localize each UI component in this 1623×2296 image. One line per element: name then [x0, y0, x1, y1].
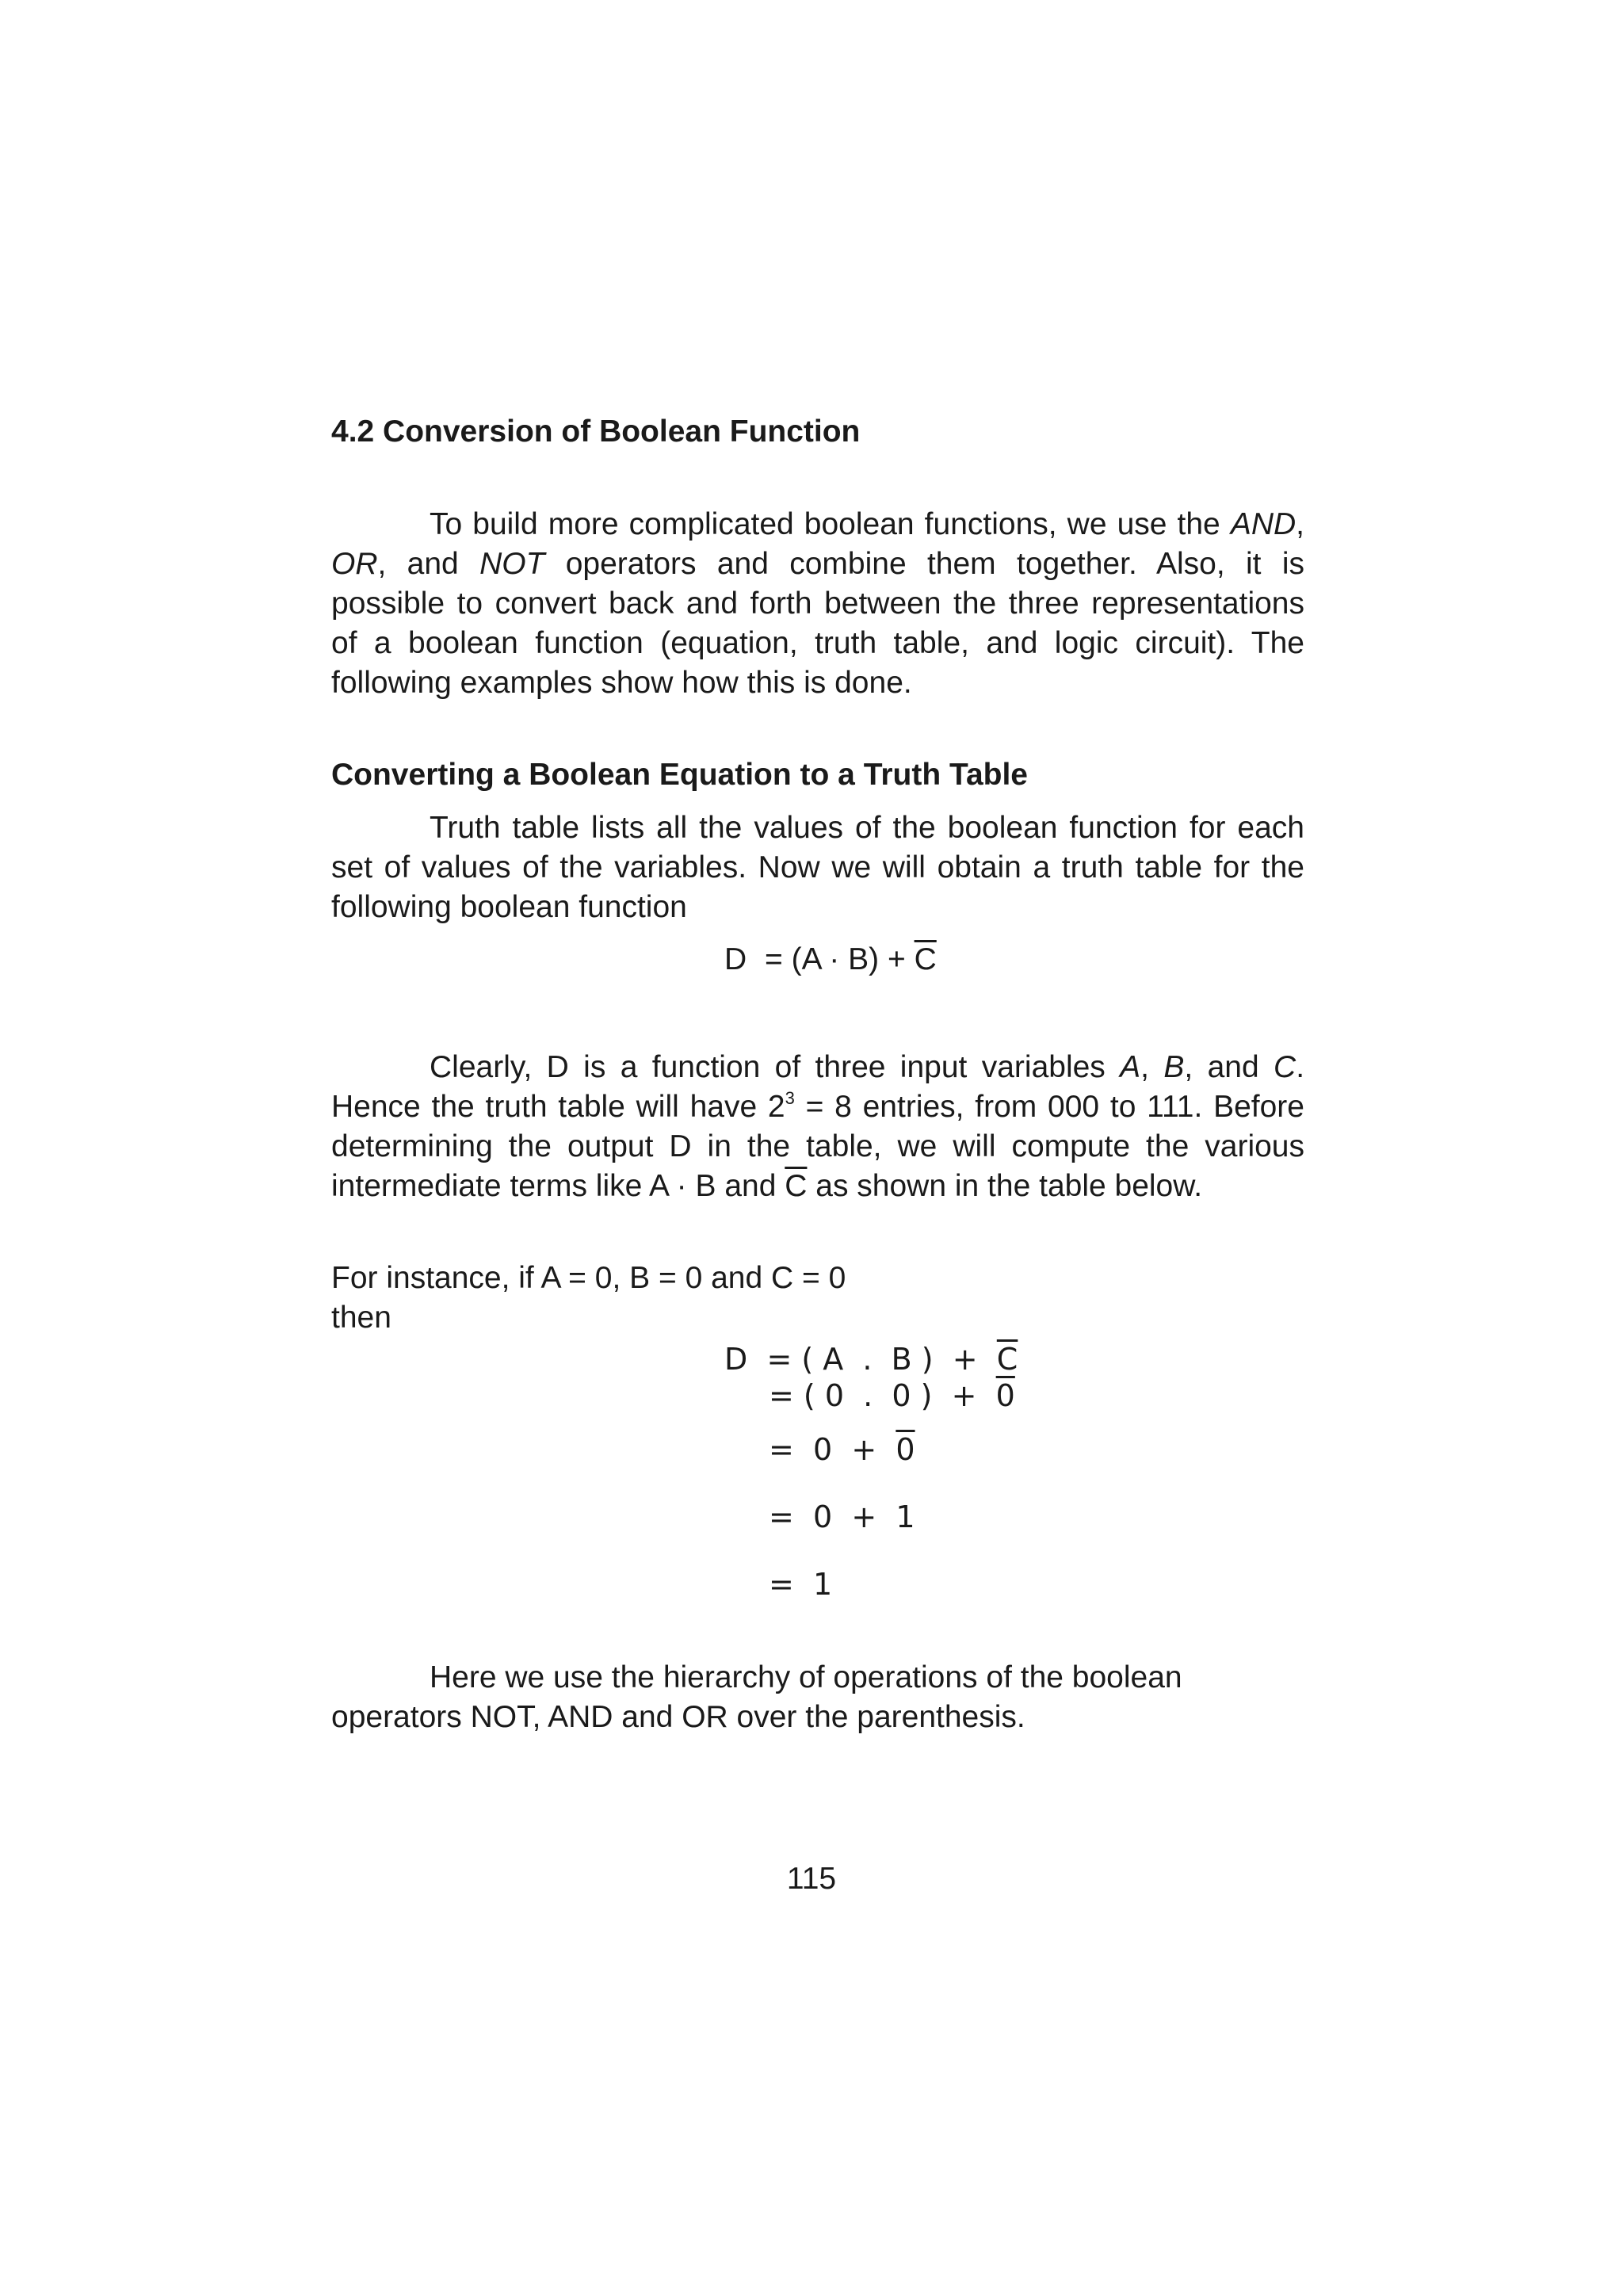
- and-term: AND: [1230, 507, 1296, 541]
- text-fragment: = 8 entries, from 000 to 111. Before: [794, 1090, 1304, 1124]
- intro-line: of a boolean function (equation, truth table, and logic circuit). The: [331, 626, 1304, 660]
- text-fragment: intermediate terms like A · B and: [331, 1169, 785, 1203]
- boolean-equation: [724, 940, 937, 980]
- step-3: [769, 1430, 915, 1469]
- equation-rhs: = (A · B) +: [765, 942, 906, 976]
- body-line: set of values of the variables. Now we will obtain a truth table for the: [331, 850, 1304, 884]
- body-line: Truth table lists all the values of the boolean function for each: [430, 811, 1304, 845]
- truth-table-paragraph: [331, 808, 1304, 927]
- step-text: = ( 0 . 0 ) +: [769, 1378, 977, 1413]
- text-fragment: as shown in the table below.: [807, 1169, 1203, 1203]
- step-2: [769, 1376, 1015, 1415]
- var-a: A: [1120, 1050, 1141, 1084]
- subsection-heading: Converting a Boolean Equation to a Truth Table: [331, 758, 1028, 792]
- page-number: 115: [786, 1862, 837, 1896]
- body-line: Clearly, D is a function of three input variables A, B, and C.: [430, 1050, 1305, 1084]
- var-b: B: [1163, 1050, 1185, 1084]
- step-lhs: D: [724, 1342, 748, 1377]
- step-5: = 1: [769, 1567, 833, 1602]
- negated-zero: 0: [995, 1378, 1015, 1413]
- intro-line: possible to convert back and forth between the three representations: [331, 586, 1304, 621]
- body-line: operators NOT, AND and OR over the parenthesis.: [331, 1700, 1025, 1734]
- step-text: = 0 +: [769, 1432, 877, 1467]
- var-c: C: [1274, 1050, 1296, 1084]
- step-4: = 0 + 1: [769, 1499, 915, 1534]
- then-line: then: [331, 1301, 391, 1335]
- body-line: determining the output D in the table, we will compute the various: [331, 1129, 1304, 1163]
- step-text: = ( A . B ) +: [766, 1342, 978, 1377]
- intro-line: following examples show how this is done.: [331, 666, 912, 700]
- equation-lhs: D: [724, 942, 747, 976]
- closing-paragraph: [331, 1658, 1304, 1737]
- body-line: [331, 1167, 1304, 1206]
- negated-c: $\overline{C}$: [914, 942, 937, 976]
- exponent: 3: [785, 1088, 795, 1108]
- body-line: [331, 1087, 1304, 1127]
- body-line: Here we use the hierarchy of operations of the boolean: [430, 1660, 1182, 1694]
- not-term: NOT: [479, 547, 545, 581]
- negated-zero: 0: [896, 1432, 915, 1467]
- explanation-paragraph: [331, 1048, 1304, 1206]
- instance-line: For instance, if A = 0, B = 0 and C = 0: [331, 1261, 846, 1295]
- body-line: following boolean function: [331, 890, 687, 924]
- negated-c: $\overline{C}$: [785, 1169, 808, 1203]
- or-term: OR: [331, 547, 378, 581]
- negated-c: $\overline{C}$: [996, 1342, 1018, 1377]
- intro-line: OR, and NOT operators and combine them together. Also, it is: [331, 547, 1305, 581]
- text-fragment: Hence the truth table will have 2: [331, 1090, 785, 1124]
- section-heading: 4.2 Conversion of Boolean Function: [331, 415, 861, 449]
- intro-line: To build more complicated boolean functions, we use the AND,: [430, 507, 1304, 541]
- step-1: [724, 1339, 1018, 1379]
- intro-paragraph: [331, 505, 1304, 703]
